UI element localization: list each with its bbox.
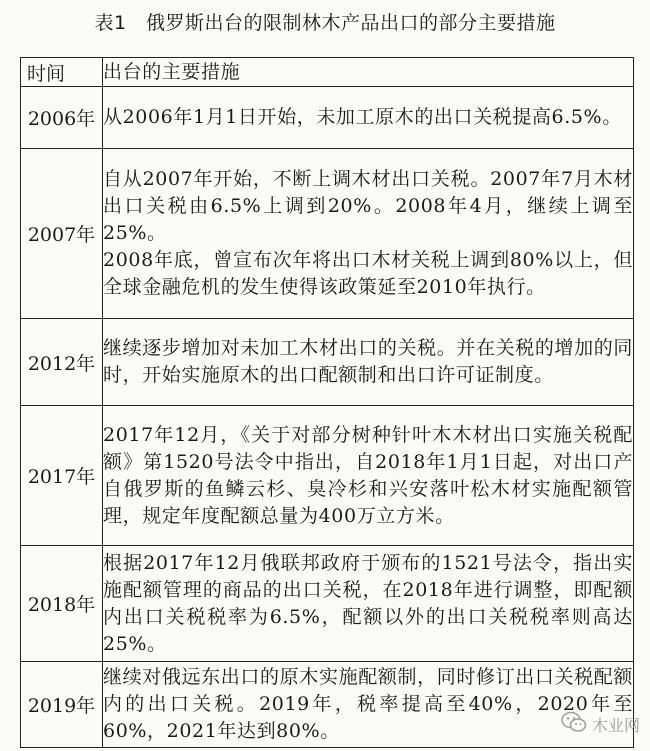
measures-table xyxy=(20,57,634,748)
measure-paragraph: 继续对俄远东出口的原木实施配额制，同时修订出口关税配额内的出口关税。2019年，税率提高至40%，2020年至60%，2021年达到80%。 xyxy=(103,666,633,742)
measure-paragraph: 自从2007年开始，不断上调木材出口关税。2007年7月木材出口关税由6.5%上调到20%。2008年4月，继续上调至25%。 xyxy=(103,168,633,244)
table-row xyxy=(21,546,634,662)
row-year: 2018年 xyxy=(21,546,103,662)
measure-paragraph: 2008年底，曾宣布次年将出口木材关税上调到80%以上，但全球金融危机的发生使得该政策延至2010年执行。 xyxy=(103,249,633,298)
header-year: 时间 xyxy=(21,58,103,87)
row-year: 2019年 xyxy=(21,662,103,748)
table-header-row xyxy=(21,58,634,87)
table-row xyxy=(21,149,634,319)
row-measure xyxy=(103,546,634,662)
wechat-icon xyxy=(561,711,587,737)
row-year: 2006年 xyxy=(21,87,103,149)
measure-paragraph: 根据2017年12月俄联邦政府于颁布的1521号法令，指出实施配额管理的商品的出口关税，在2018年进行调整，即配额内出口关税税率为6.5%，配额以外的出口关税税率则高达25%。 xyxy=(103,551,633,655)
measure-paragraph: 继续逐步增加对未加工木材出口的关税。并在关税的增加的同时，开始实施原木的出口配额制和出口许可证制度。 xyxy=(103,337,633,386)
row-measure xyxy=(103,319,634,406)
row-year: 2012年 xyxy=(21,319,103,406)
row-measure xyxy=(103,662,634,748)
row-measure xyxy=(103,406,634,546)
row-measure xyxy=(103,149,634,319)
row-year: 2017年 xyxy=(21,406,103,546)
table-title: 表1 俄罗斯出台的限制林木产品出口的部分主要措施 xyxy=(94,12,556,34)
table-row xyxy=(21,406,634,546)
table-row xyxy=(21,319,634,406)
row-year: 2007年 xyxy=(21,149,103,319)
measure-paragraph: 从2006年1月1日开始，未加工原木的出口关税提高6.5%。 xyxy=(103,106,622,128)
header-measure: 出台的主要措施 xyxy=(103,58,634,87)
watermark xyxy=(561,711,640,737)
table-row xyxy=(21,662,634,748)
table-row xyxy=(21,87,634,149)
measure-paragraph: 2017年12月，《关于对部分树种针叶木木材出口实施关税配额》第1520号法令中指出，自2018年1月1日起，对出口产自俄罗斯的鱼鳞云杉、臭冷杉和兴安落叶松木材实施配额管理，规定年度配额总量为400万立方米。 xyxy=(103,423,633,527)
watermark-text: 木业网 xyxy=(591,715,640,735)
row-measure xyxy=(103,87,634,149)
